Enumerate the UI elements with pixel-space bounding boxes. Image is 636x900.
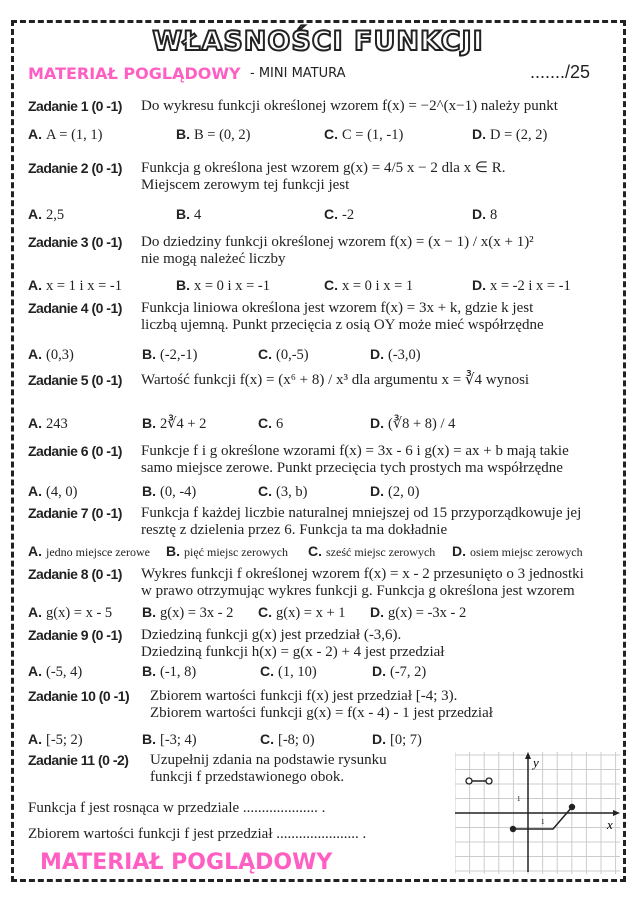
task-text: funkcji f przedstawionego obok. [150, 769, 345, 785]
answer-option-c[interactable] [324, 277, 413, 294]
option-letter: B. [142, 346, 156, 362]
option-letter: C. [258, 604, 272, 620]
task-text: Wartość funkcji f(x) = (x⁶ + 8) / x³ dla argumentu x = ∛4 wynosi [141, 372, 530, 388]
answer-option-c[interactable] [324, 206, 354, 223]
option-letter: A. [28, 483, 42, 499]
option-text: (0, -4) [160, 484, 197, 500]
answer-option-a[interactable] [28, 543, 150, 560]
task-text: Wykres funkcji f określonej wzorem f(x) = x - 2 przesunięto o 3 jednostki [141, 566, 584, 582]
task-text: Do dziedziny funkcji określonej wzorem f(x) = (x − 1) / x(x + 1)² [141, 234, 534, 250]
open-point [486, 778, 492, 784]
answer-option-a[interactable] [28, 346, 74, 363]
answer-option-a[interactable] [28, 731, 83, 748]
option-letter: C. [260, 731, 274, 747]
option-letter: D. [452, 543, 466, 559]
answer-option-d[interactable] [370, 346, 421, 363]
answer-option-c[interactable] [324, 126, 403, 143]
task-label: Zadanie 9 (0 -1) [28, 627, 122, 643]
task-6 [28, 443, 122, 460]
option-letter: B. [142, 415, 156, 431]
answer-option-b[interactable] [142, 415, 206, 432]
task-text: Do wykresu funkcji określonej wzorem f(x) = −2^(x−1) należy punkt [141, 98, 558, 114]
option-letter: C. [258, 483, 272, 499]
answer-option-a[interactable] [28, 604, 112, 621]
answer-option-a[interactable] [28, 277, 122, 294]
answer-option-d[interactable] [472, 277, 571, 294]
option-text: (-1, 8) [160, 664, 197, 680]
function-graph [455, 752, 620, 874]
option-letter: D. [472, 206, 486, 222]
option-text: D = (2, 2) [490, 127, 548, 143]
option-text: osiem miejsc zerowych [470, 545, 583, 559]
task-8 [28, 566, 122, 583]
answer-option-c[interactable] [258, 483, 307, 500]
task-label: Zadanie 4 (0 -1) [28, 300, 122, 316]
task-7 [28, 505, 122, 522]
task-label: Zadanie 11 (0 -2) [28, 752, 129, 768]
task-text: w prawo otrzymując wykres funkcji g. Funkcja g określona jest wzorem [141, 583, 575, 599]
task-text: Zbiorem wartości funkcji g(x) = f(x - 4) - 1 jest przedział [150, 705, 493, 721]
answer-option-c[interactable] [260, 663, 317, 680]
answer-option-b[interactable] [176, 126, 251, 143]
task-3 [28, 234, 122, 251]
task-2 [28, 160, 122, 177]
answer-option-a[interactable] [28, 483, 77, 500]
option-text: sześć miejsc zerowych [326, 545, 436, 559]
option-text: (0,-5) [276, 347, 309, 363]
option-letter: B. [176, 277, 190, 293]
answer-option-c[interactable] [258, 346, 309, 363]
option-text: x = -2 i x = -1 [490, 278, 571, 294]
option-letter: B. [166, 543, 180, 559]
subtitle: - MINI MATURA [250, 66, 346, 81]
answer-option-a[interactable] [28, 206, 64, 223]
option-letter: A. [28, 206, 42, 222]
option-text: -2 [342, 207, 355, 223]
option-text: (∛8 + 8) / 4 [388, 416, 456, 432]
answer-option-d[interactable] [370, 604, 466, 621]
answer-option-d[interactable] [452, 543, 583, 560]
answer-option-b[interactable] [176, 206, 201, 223]
option-letter: C. [324, 206, 338, 222]
x-tick-label: 1 [541, 818, 545, 826]
option-text: A = (1, 1) [46, 127, 103, 143]
option-text: C = (1, -1) [342, 127, 404, 143]
task-text: Funkcja f każdej liczbie naturalnej mniejszej od 15 przyporządkowuje jej [141, 505, 582, 521]
answer-option-b[interactable] [176, 277, 270, 294]
option-letter: D. [370, 483, 384, 499]
option-letter: B. [176, 206, 190, 222]
option-text: (1, 10) [278, 664, 317, 680]
option-letter: A. [28, 277, 42, 293]
option-text: (-5, 4) [46, 664, 83, 680]
answer-option-c[interactable] [258, 415, 283, 432]
task-label: Zadanie 5 (0 -1) [28, 372, 122, 388]
option-letter: B. [142, 663, 156, 679]
closed-point [510, 826, 516, 832]
fill-sentence-1: Funkcja f jest rosnąca w przedziale .................... . [28, 800, 326, 816]
option-letter: D. [370, 604, 384, 620]
task-text: Funkcja g określona jest wzorem g(x) = 4/5 x − 2 dla x ∈ R. [141, 160, 506, 176]
watermark: MATERIAŁ POGLĄDOWY [28, 64, 241, 83]
option-letter: D. [472, 126, 486, 142]
task-label: Zadanie 7 (0 -1) [28, 505, 122, 521]
answer-option-a[interactable] [28, 126, 103, 143]
answer-option-b[interactable] [142, 731, 197, 748]
option-letter: C. [308, 543, 322, 559]
option-letter: D. [370, 415, 384, 431]
option-text: B = (0, 2) [194, 127, 251, 143]
answer-option-b[interactable] [142, 663, 196, 680]
option-letter: C. [324, 277, 338, 293]
watermark: MATERIAŁ POGLĄDOWY [40, 850, 333, 875]
task-1 [28, 98, 122, 115]
answer-option-d[interactable] [370, 483, 419, 500]
answer-option-b[interactable] [166, 543, 288, 560]
option-letter: B. [176, 126, 190, 142]
option-letter: A. [28, 731, 42, 747]
fill-sentence-2: Zbiorem wartości funkcji f jest przedział ...................... . [28, 826, 367, 842]
worksheet-title: WŁASNOŚCI FUNKCJI [152, 26, 484, 57]
task-text: liczbą ujemną. Punkt przecięcia z osią OY może mieć współrzędne [141, 317, 544, 333]
option-text: x = 0 i x = -1 [194, 278, 270, 294]
task-11 [28, 752, 128, 769]
option-letter: B. [142, 731, 156, 747]
option-letter: C. [258, 346, 272, 362]
closed-point [569, 804, 575, 810]
option-text: g(x) = 3x - 2 [160, 605, 234, 621]
task-text: resztę z dzielenia przez 6. Funkcja ta ma dokładnie [141, 522, 448, 538]
answer-option-b[interactable] [142, 604, 233, 621]
option-text: 8 [490, 207, 498, 223]
task-text: nie mogą należeć liczby [141, 251, 286, 267]
option-text: (2, 0) [388, 484, 420, 500]
y-tick-label: 1 [517, 795, 521, 803]
option-text: jedno miejsce zerowe [46, 545, 150, 559]
answer-option-c[interactable] [258, 604, 346, 621]
task-text: Uzupełnij zdania na podstawie rysunku [150, 752, 387, 768]
open-point [466, 778, 472, 784]
task-text: Dziedziną funkcji h(x) = g(x - 2) + 4 jest przedział [141, 644, 445, 660]
option-text: (0,3) [46, 347, 74, 363]
option-letter: D. [472, 277, 486, 293]
task-10 [28, 688, 129, 705]
option-text: [-5; 2) [46, 732, 83, 748]
y-axis-label: y [533, 755, 539, 770]
option-text: (-2,-1) [160, 347, 198, 363]
task-text: Miejscem zerowym tej funkcji jest [141, 177, 350, 193]
option-letter: A. [28, 415, 42, 431]
task-text: Funkcje f i g określone wzorami f(x) = 3x - 6 i g(x) = ax + b mają takie [141, 443, 569, 459]
answer-option-d[interactable] [472, 126, 547, 143]
option-text: x = 0 i x = 1 [342, 278, 414, 294]
option-text: pięć miejsc zerowych [184, 545, 288, 559]
option-letter: A. [28, 543, 42, 559]
task-text: Zbiorem wartości funkcji f(x) jest przedział [-4; 3). [150, 688, 458, 704]
answer-option-d[interactable] [370, 415, 455, 432]
option-text: (-7, 2) [390, 664, 427, 680]
option-text: g(x) = x - 5 [46, 605, 113, 621]
task-label: Zadanie 8 (0 -1) [28, 566, 122, 582]
option-text: (-3,0) [388, 347, 421, 363]
option-text: 4 [194, 207, 202, 223]
option-letter: B. [142, 604, 156, 620]
option-letter: C. [324, 126, 338, 142]
task-text: samo miejsce zerowe. Punkt przecięcia tych prostych ma współrzędne [141, 460, 563, 476]
task-label: Zadanie 1 (0 -1) [28, 98, 122, 114]
task-label: Zadanie 3 (0 -1) [28, 234, 122, 250]
option-text: 243 [46, 416, 68, 432]
task-label: Zadanie 2 (0 -1) [28, 160, 122, 176]
task-4 [28, 300, 122, 317]
answer-option-b[interactable] [142, 483, 196, 500]
task-label: Zadanie 10 (0 -1) [28, 688, 130, 704]
option-text: 6 [276, 416, 284, 432]
option-letter: A. [28, 126, 42, 142]
answer-option-d[interactable] [372, 731, 422, 748]
option-letter: C. [258, 415, 272, 431]
answer-option-a[interactable] [28, 415, 68, 432]
option-letter: A. [28, 663, 42, 679]
task-label: Zadanie 6 (0 -1) [28, 443, 122, 459]
option-letter: A. [28, 346, 42, 362]
answer-option-b[interactable] [142, 346, 197, 363]
answer-option-d[interactable] [372, 663, 426, 680]
task-text: Dziedziną funkcji g(x) jest przedział (-3,6). [141, 627, 402, 643]
option-letter: C. [260, 663, 274, 679]
option-text: g(x) = x + 1 [276, 605, 346, 621]
option-text: g(x) = -3x - 2 [388, 605, 467, 621]
option-letter: A. [28, 604, 42, 620]
option-letter: D. [372, 731, 386, 747]
option-text: 2,5 [46, 207, 65, 223]
option-letter: B. [142, 483, 156, 499]
task-text: Funkcja liniowa określona jest wzorem f(x) = 3x + k, gdzie k jest [141, 300, 534, 316]
option-text: [-8; 0) [278, 732, 315, 748]
score-field: ......./25 [530, 62, 591, 82]
answer-option-c[interactable] [260, 731, 315, 748]
option-text: 2∛4 + 2 [160, 416, 207, 432]
task-5 [28, 372, 122, 389]
option-text: x = 1 i x = -1 [46, 278, 122, 294]
option-text: [0; 7) [390, 732, 422, 748]
option-text: (3, b) [276, 484, 308, 500]
answer-option-c[interactable] [308, 543, 435, 560]
option-letter: D. [372, 663, 386, 679]
option-letter: D. [370, 346, 384, 362]
option-text: [-3; 4) [160, 732, 197, 748]
task-9 [28, 627, 122, 644]
option-text: (4, 0) [46, 484, 78, 500]
answer-option-d[interactable] [472, 206, 497, 223]
answer-option-a[interactable] [28, 663, 82, 680]
x-axis-label: x [607, 817, 613, 832]
